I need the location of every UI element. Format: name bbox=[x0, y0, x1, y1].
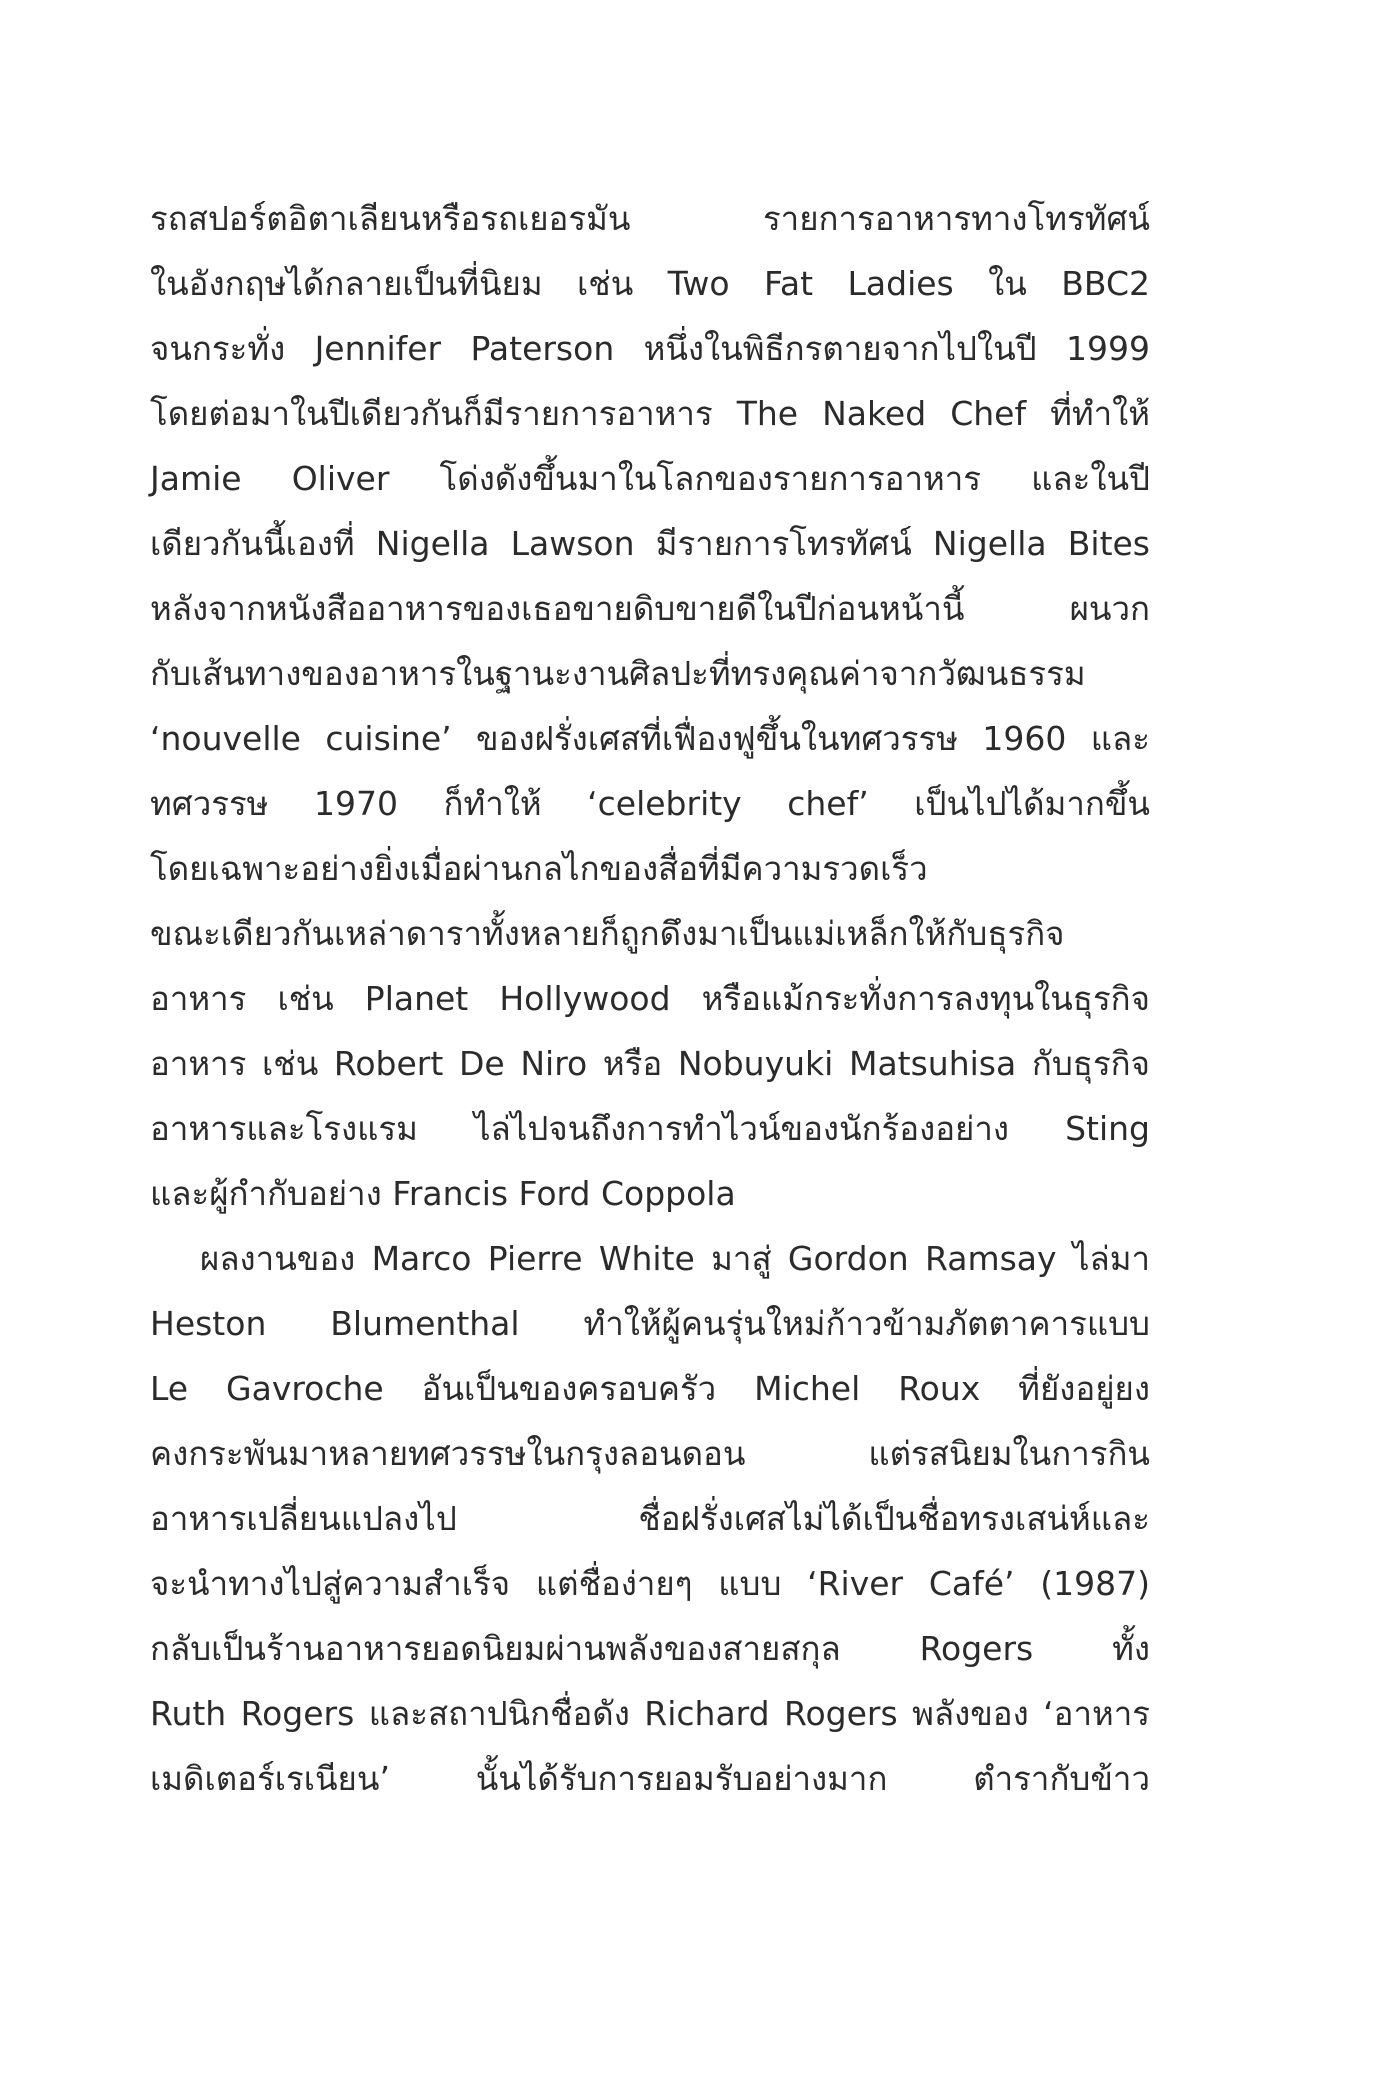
text-line: ทศวรรษ 1970 ก็ทำให้ ‘celebrity chef’ เป็นไปได้มากขึ้น bbox=[150, 784, 1150, 823]
text-line: หลังจากหนังสืออาหารของเธอขายดิบขายดีในปีก่อนหน้านี้ ผนวก bbox=[150, 589, 1150, 628]
text-line: อาหาร เช่น Robert De Niro หรือ Nobuyuki Matsuhisa กับธุรกิจ bbox=[150, 1044, 1150, 1083]
text-line: อาหารและโรงแรม ไล่ไปจนถึงการทำไวน์ของนักร้องอย่าง Sting bbox=[150, 1109, 1150, 1148]
text-line: โดยต่อมาในปีเดียวกันก็มีรายการอาหาร The Naked Chef ที่ทำให้ bbox=[150, 394, 1150, 433]
text-line: และผู้กำกับอย่าง Francis Ford Coppola bbox=[150, 1174, 736, 1213]
text-line: Ruth Rogers และสถาปนิกชื่อดัง Richard Rogers พลังของ ‘อาหาร bbox=[150, 1694, 1150, 1733]
text-line: โดยเฉพาะอย่างยิ่งเมื่อผ่านกลไกของสื่อที่มีความรวดเร็ว bbox=[150, 849, 928, 888]
text-line: จะนำทางไปสู่ความสำเร็จ แต่ชื่อง่ายๆ แบบ ‘River Café’ (1987) bbox=[150, 1564, 1150, 1603]
text-line: Heston Blumenthal ทำให้ผู้คนรุ่นใหม่ก้าวข้ามภัตตาคารแบบ bbox=[150, 1304, 1150, 1343]
text-line: รถสปอร์ตอิตาเลียนหรือรถเยอรมัน รายการอาหารทางโทรทัศน์ bbox=[150, 199, 1150, 238]
text-line: อาหาร เช่น Planet Hollywood หรือแม้กระทั่งการลงทุนในธุรกิจ bbox=[150, 979, 1150, 1018]
text-line: กลับเป็นร้านอาหารยอดนิยมผ่านพลังของสายสกุล Rogers ทั้ง bbox=[150, 1629, 1150, 1668]
text-line: เมดิเตอร์เรเนียน’ นั้นได้รับการยอมรับอย่างมาก ตำรากับข้าว bbox=[150, 1759, 1150, 1798]
text-line: อาหารเปลี่ยนแปลงไป ชื่อฝรั่งเศสไม่ได้เป็นชื่อทรงเสน่ห์และ bbox=[150, 1499, 1150, 1538]
text-line: จนกระทั่ง Jennifer Paterson หนึ่งในพิธีกรตายจากไปในปี 1999 bbox=[150, 329, 1150, 368]
text-line: ผลงานของ Marco Pierre White มาสู่ Gordon Ramsay ไล่มา bbox=[200, 1239, 1150, 1278]
text-line: ‘nouvelle cuisine’ ของฝรั่งเศสที่เฟื่องฟูขึ้นในทศวรรษ 1960 และ bbox=[150, 719, 1150, 758]
text-line: ในอังกฤษได้กลายเป็นที่นิยม เช่น Two Fat Ladies ใน BBC2 bbox=[150, 264, 1150, 303]
text-line: Le Gavroche อันเป็นของครอบครัว Michel Roux ที่ยังอยู่ยง bbox=[150, 1369, 1150, 1408]
text-line: Jamie Oliver โด่งดังขึ้นมาในโลกของรายการอาหาร และในปี bbox=[150, 459, 1150, 498]
text-line: คงกระพันมาหลายทศวรรษในกรุงลอนดอน แต่รสนิยมในการกิน bbox=[150, 1434, 1150, 1473]
text-line: เดียวกันนี้เองที่ Nigella Lawson มีรายการโทรทัศน์ Nigella Bites bbox=[150, 524, 1150, 563]
text-line: กับเส้นทางของอาหารในฐานะงานศิลปะที่ทรงคุณค่าจากวัฒนธรรม bbox=[150, 654, 1086, 693]
text-line: ขณะเดียวกันเหล่าดาราทั้งหลายก็ถูกดึงมาเป็นแม่เหล็กให้กับธุรกิจ bbox=[150, 914, 1065, 953]
body-text bbox=[150, 186, 1150, 1811]
